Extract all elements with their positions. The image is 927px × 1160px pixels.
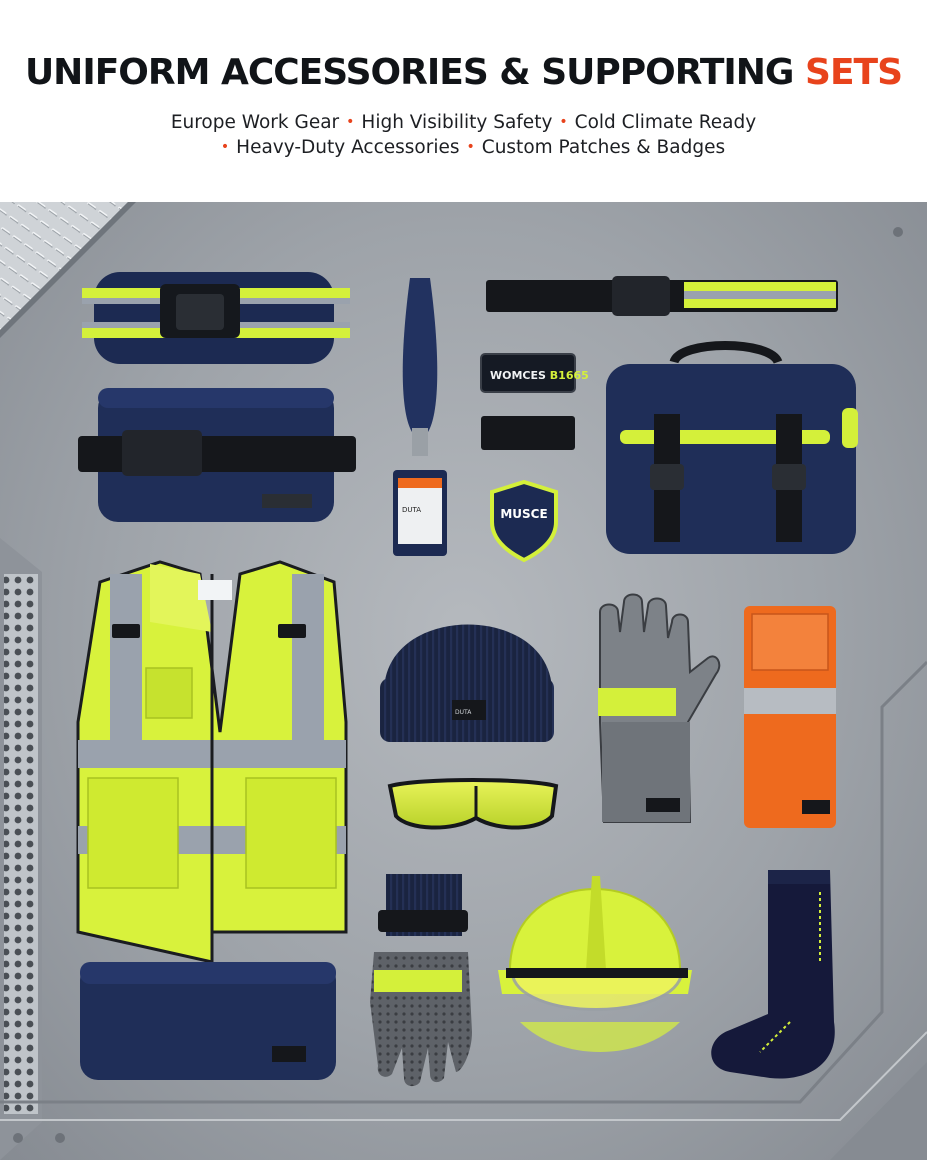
navy-work-sock bbox=[711, 870, 835, 1079]
knit-grip-gloves bbox=[370, 874, 472, 1086]
page-title bbox=[0, 52, 927, 93]
tag-cold-climate: Cold Climate Ready bbox=[574, 112, 757, 133]
velcro-strap bbox=[481, 416, 575, 450]
shield-patch bbox=[492, 482, 556, 560]
bullet-1: • bbox=[346, 114, 355, 130]
name-patch bbox=[481, 354, 589, 392]
tag-custom-patches: Custom Patches & Badges bbox=[481, 137, 726, 158]
svg-text:WOMCES B1665 bbox=[490, 369, 589, 382]
flatlay-illustration bbox=[0, 202, 927, 1160]
tagline-row-1 bbox=[0, 112, 927, 133]
hivis-safety-vest bbox=[78, 562, 346, 962]
page-header bbox=[0, 0, 927, 202]
reflective-belt bbox=[486, 276, 838, 316]
tagline-row-2 bbox=[0, 137, 927, 158]
shield-patch-text: MUSCE bbox=[500, 507, 548, 521]
patch-text-accent: B1665 bbox=[549, 369, 589, 382]
title-main-text: UNIFORM ACCESSORIES & SUPPORTING bbox=[24, 52, 794, 93]
navy-waist-pack bbox=[78, 388, 356, 522]
insulated-work-gloves bbox=[598, 595, 719, 823]
product-flatlay-photo bbox=[0, 202, 927, 1160]
fleece-neck-gaiter bbox=[80, 962, 336, 1080]
lanyard-id-badge bbox=[393, 278, 447, 556]
yellow-hard-hat bbox=[498, 876, 692, 1052]
tag-high-visibility: High Visibility Safety bbox=[361, 112, 553, 133]
bullet-3: • bbox=[220, 139, 230, 155]
navy-shoulder-bag bbox=[606, 346, 858, 555]
beanie-tag-text: DUTA bbox=[455, 709, 472, 716]
tag-europe-work-gear: Europe Work Gear bbox=[170, 112, 340, 133]
knit-beanie bbox=[380, 625, 554, 743]
safety-goggles bbox=[390, 780, 556, 828]
hivis-belly-band bbox=[82, 272, 350, 364]
patch-text-main: WOMCES bbox=[490, 369, 546, 382]
bullet-2: • bbox=[559, 114, 568, 130]
tag-heavy-duty: Heavy-Duty Accessories bbox=[236, 137, 460, 158]
id-badge-text: DUTA bbox=[402, 506, 422, 514]
bullet-4: • bbox=[466, 139, 475, 155]
title-accent-text: SETS bbox=[805, 52, 903, 93]
perforated-steel-panel bbox=[4, 574, 38, 1114]
orange-reflective-pouch bbox=[744, 606, 836, 828]
